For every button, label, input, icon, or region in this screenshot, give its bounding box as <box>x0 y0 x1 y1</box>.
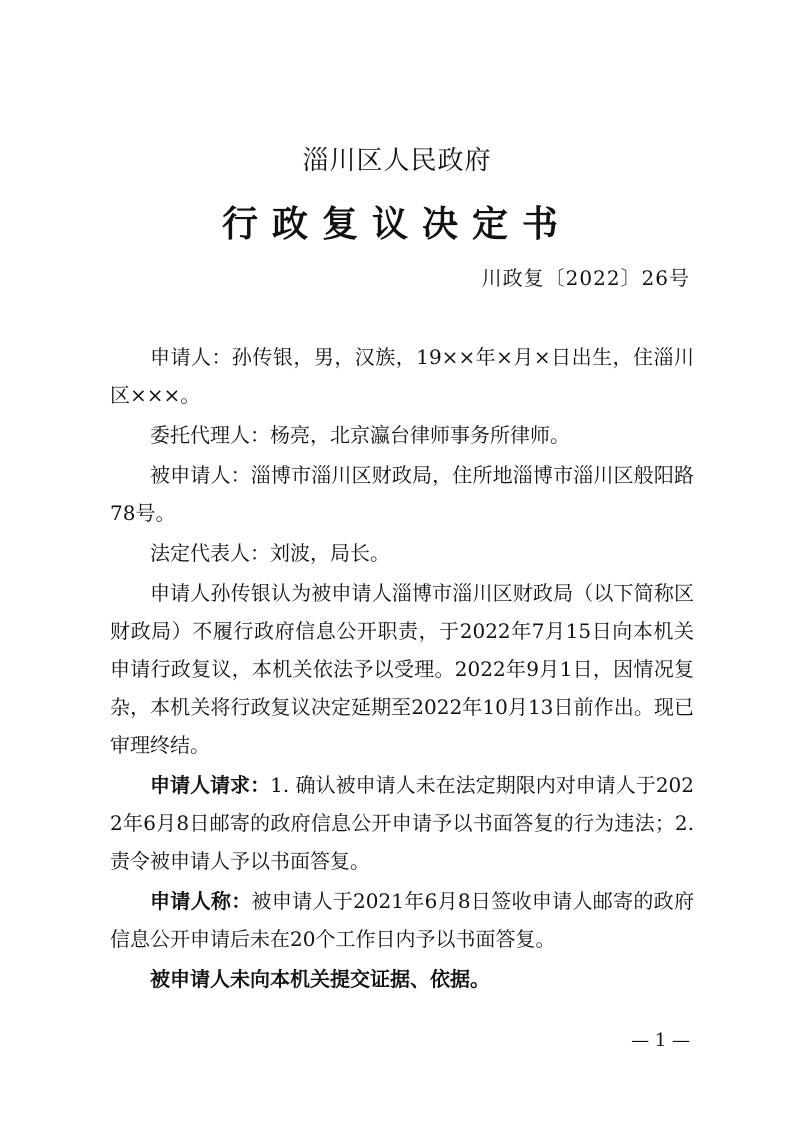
paragraph-respondent-evidence <box>110 960 694 998</box>
paragraph-agent <box>110 416 694 454</box>
paragraph-text: 被申请人于2021年6月8日签收申请人邮寄的政府信息公开申请后未在20个工作日内予以书面答复。 <box>110 889 694 951</box>
document-number: 川政复〔2022〕26号 <box>481 266 690 290</box>
paragraph-text: 委托代理人：杨亮，北京瀛台律师事务所律师。 <box>150 423 570 447</box>
paragraph-applicant-requests <box>110 766 694 880</box>
paragraph-text: 法定代表人：刘波，局长。 <box>150 541 390 565</box>
paragraph-label: 申请人请求： <box>150 773 271 797</box>
paragraph-label: 申请人称： <box>150 889 252 913</box>
paragraph-applicant-claims <box>110 882 694 958</box>
paragraph-legal-representative <box>110 534 694 572</box>
paragraph-label: 被申请人未向本机关提交证据、依据。 <box>150 967 490 991</box>
paragraph-text: 1. 确认被申请人未在法定期限内对申请人于2022年6月8日邮寄的政府信息公开申请予以书面答复的行为违法；2. 责令被申请人予以书面答复。 <box>110 773 694 873</box>
paragraph-text: 申请人孙传银认为被申请人淄博市淄川区财政局（以下简称区财政局）不履行政府信息公开职责，于2022年7月15日向本机关申请行政复议，本机关依法予以受理。2022年9月1日，因情况复杂，本机关将行政复议决定延期至2022年10月13日前作出。现已审理终结。 <box>110 581 694 757</box>
document-title: 行政复议决定书 <box>221 203 572 245</box>
paragraph-respondent <box>110 456 694 532</box>
paragraph-text: 被申请人：淄博市淄川区财政局，住所地淄博市淄川区般阳路78号。 <box>110 463 694 525</box>
organization-title: 淄川区人民政府 <box>302 146 492 176</box>
page-number: — 1 — <box>631 1030 690 1051</box>
paragraph-applicant <box>110 338 694 414</box>
paragraph-case-summary <box>110 574 694 764</box>
document-body <box>110 338 694 1000</box>
paragraph-text: 申请人：孙传银，男，汉族，19××年×月×日出生，住淄川区×××。 <box>110 345 694 407</box>
